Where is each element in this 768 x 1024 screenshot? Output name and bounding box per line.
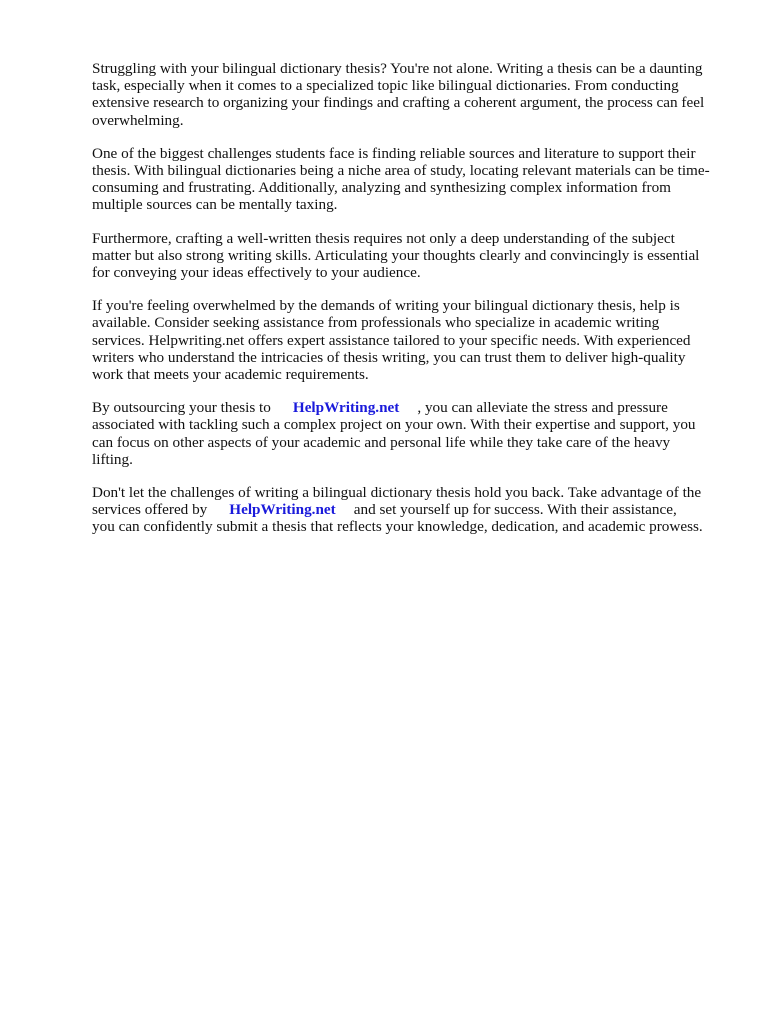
text-segment: By outsourcing your thesis to (92, 399, 271, 417)
text-line: associated with tackling such a complex project on your own. With their expertise and support, you (92, 416, 696, 434)
text-line: lifting. (92, 450, 133, 468)
text-line: you can confidently submit a thesis that reflects your knowledge, dedication, and academic prowess. (92, 518, 703, 536)
text-segment: and set yourself up for success. With their assistance, (353, 501, 677, 519)
paragraph-6 (92, 484, 728, 536)
text-line: matter but also strong writing skills. Articulating your thoughts clearly and convincingly is essential (92, 246, 700, 264)
helpwriting-link[interactable]: HelpWriting.net (229, 501, 336, 519)
text-line: available. Consider seeking assistance from professionals who specialize in academic writing (92, 314, 660, 332)
text-line: writers who understand the intricacies of thesis writing, you can trust them to deliver high-quality (92, 348, 686, 366)
text-line: multiple sources can be mentally taxing. (92, 196, 338, 214)
text-segment: , you can alleviate the stress and pressure (417, 399, 668, 417)
paragraph-1 (92, 60, 728, 129)
text-line: One of the biggest challenges students face is finding reliable sources and literature to support their (92, 144, 696, 162)
text-line (92, 501, 728, 518)
text-line (92, 399, 728, 416)
paragraph-2 (92, 145, 728, 214)
text-line: work that meets your academic requirements. (92, 366, 369, 384)
text-line: for conveying your ideas effectively to your audience. (92, 264, 421, 282)
text-line: extensive research to organizing your findings and crafting a coherent argument, the process can feel (92, 94, 705, 112)
text-line: Furthermore, crafting a well-written thesis requires not only a deep understanding of the subject (92, 229, 675, 247)
helpwriting-link[interactable]: HelpWriting.net (292, 399, 400, 417)
text-line: services. Helpwriting.net offers expert assistance tailored to your specific needs. With experienced (92, 331, 691, 349)
text-line: can focus on other aspects of your academic and personal life while they take care of the heavy (92, 433, 671, 451)
paragraph-4 (92, 297, 728, 383)
text-line: task, especially when it comes to a specialized topic like bilingual dictionaries. From conducting (92, 77, 679, 95)
text-line: Don't let the challenges of writing a bilingual dictionary thesis hold you back. Take advantage of the (92, 484, 702, 502)
text-line: Struggling with your bilingual dictionary thesis? You're not alone. Writing a thesis can be a daunting (92, 60, 703, 77)
text-line: If you're feeling overwhelmed by the demands of writing your bilingual dictionary thesis, help is (92, 297, 680, 315)
text-segment: services offered by (92, 501, 208, 519)
text-line: overwhelming. (92, 111, 184, 129)
paragraph-5 (92, 399, 728, 468)
text-line: consuming and frustrating. Additionally, analyzing and synthesizing complex information from (92, 179, 671, 197)
text-line: thesis. With bilingual dictionaries being a niche area of study, locating relevant materials can be time- (92, 162, 710, 180)
paragraph-3 (92, 230, 728, 282)
document-body (92, 60, 728, 552)
